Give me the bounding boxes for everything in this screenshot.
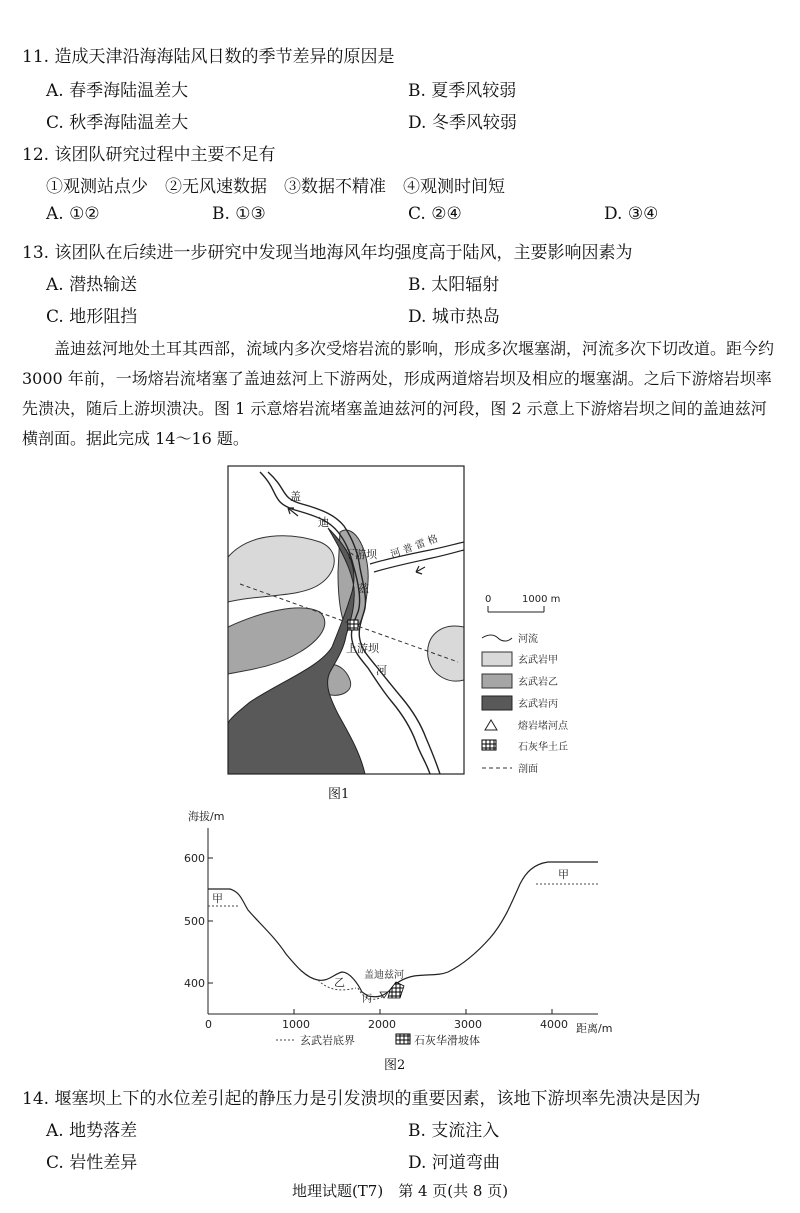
legend-basalt-b: 玄武岩乙 bbox=[518, 677, 558, 688]
x-tick: 2000 bbox=[368, 1018, 396, 1031]
q12-items: ①观测站点少 ②无风速数据 ③数据不精准 ④观测时间短 bbox=[46, 177, 505, 197]
travertine-legend-icon bbox=[482, 740, 496, 750]
label-he: 河 bbox=[376, 664, 387, 677]
river-path bbox=[374, 550, 464, 572]
basalt-c-legend-icon bbox=[482, 696, 512, 710]
legend-river: 河流 bbox=[518, 634, 538, 645]
river-legend-icon bbox=[482, 635, 512, 641]
label-jia-right: 甲 bbox=[558, 868, 569, 881]
map-legend bbox=[482, 632, 569, 775]
label-river: 盖迪兹河 bbox=[364, 970, 404, 981]
label-gai: 盖 bbox=[290, 490, 301, 503]
figure-2-caption: 图2 bbox=[384, 1058, 406, 1073]
q13-stem: 13. 该团队在后续进一步研究中发现当地海风年均强度高于陆风，主要影响因素为 bbox=[22, 243, 633, 263]
q11-option-a: A. 春季海陆温差大 bbox=[46, 81, 189, 101]
passage bbox=[22, 334, 782, 454]
y-tick: 600 bbox=[184, 852, 205, 865]
q14-option-d: D. 河道弯曲 bbox=[408, 1153, 500, 1173]
basalt-b-region bbox=[228, 608, 325, 674]
legend-basalt-c: 玄武岩丙 bbox=[518, 699, 558, 710]
figure-2-profile bbox=[178, 806, 638, 1056]
label-bing: 丙 bbox=[362, 994, 372, 1005]
q13-option-d: D. 城市热岛 bbox=[408, 307, 500, 327]
passage-text: 盖迪兹河地处土耳其西部，流域内多次受熔岩流的影响，形成多次堰塞湖，河流多次下切改道。距今约 3000 年前，一场熔岩流堵塞了盖迪兹河上下游两处，形成两道熔岩坝及相应的堰塞湖。之后下游熔岩坝率先溃决，随后上游坝溃决。图 1 示意熔岩流堵塞盖迪兹河的河段，图 2 示意上下游熔岩坝之间的盖迪兹河横剖面。据此完成 14～16 题。 bbox=[22, 339, 775, 448]
label-tributary: 河 普 雷 格 bbox=[389, 533, 440, 561]
label-jia-left: 甲 bbox=[212, 892, 223, 905]
x-tick: 4000 bbox=[540, 1018, 568, 1031]
legend-travertine-slide: 石灰华滑坡体 bbox=[414, 1034, 480, 1047]
x-tick: 3000 bbox=[454, 1018, 482, 1031]
x-tick: 1000 bbox=[282, 1018, 310, 1031]
label-zi: 兹 bbox=[358, 582, 369, 595]
q13-option-b: B. 太阳辐射 bbox=[408, 275, 500, 295]
triangle-legend-icon bbox=[485, 720, 497, 730]
legend-basalt-a: 玄武岩甲 bbox=[518, 655, 558, 666]
label-downstream-dam: 下游坝 bbox=[344, 548, 377, 561]
legend-travertine: 石灰华土丘 bbox=[518, 742, 568, 753]
q12-stem: 12. 该团队研究过程中主要不足有 bbox=[22, 145, 276, 165]
legend-blockage-point: 熔岩堵河点 bbox=[518, 721, 568, 732]
legend-basalt-boundary: 玄武岩底界 bbox=[300, 1034, 355, 1047]
q14-option-b: B. 支流注入 bbox=[408, 1121, 500, 1141]
flow-arrow-icon bbox=[416, 566, 425, 574]
y-tick: 500 bbox=[184, 915, 205, 928]
y-axis-label: 海拔/m bbox=[188, 810, 225, 823]
travertine-slide-legend-icon bbox=[396, 1034, 410, 1044]
figure-1-caption: 图1 bbox=[328, 787, 350, 802]
q12-option-a: A. ①② bbox=[46, 204, 100, 224]
q11-option-b: B. 夏季风较弱 bbox=[408, 81, 517, 101]
q13-option-a: A. 潜热输送 bbox=[46, 275, 138, 295]
q14-stem: 14. 堰塞坝上下的水位差引起的静压力是引发溃坝的重要因素，该地下游坝率先溃决是因为 bbox=[22, 1089, 701, 1109]
q12-option-d: D. ③④ bbox=[604, 204, 659, 224]
y-tick: 400 bbox=[184, 977, 205, 990]
travertine-mound-icon bbox=[348, 620, 358, 630]
x-tick: 0 bbox=[205, 1018, 212, 1031]
x-axis-label: 距离/m bbox=[576, 1022, 613, 1035]
label-yi: 乙 bbox=[334, 976, 345, 989]
basalt-a-legend-icon bbox=[482, 652, 512, 666]
figure-1-map bbox=[220, 462, 610, 782]
basalt-a-region bbox=[228, 536, 334, 602]
scale-zero: 0 bbox=[485, 594, 492, 605]
legend-profile: 剖面 bbox=[518, 764, 538, 775]
q14-option-a: A. 地势落差 bbox=[46, 1121, 138, 1141]
scale-value: 1000 m bbox=[522, 594, 561, 605]
scale-bar bbox=[485, 594, 560, 612]
label-upstream-dam: 上游坝 bbox=[346, 642, 379, 655]
q13-option-c: C. 地形阻挡 bbox=[46, 307, 138, 327]
q11-option-d: D. 冬季风较弱 bbox=[408, 113, 517, 133]
travertine-slide-body bbox=[388, 982, 404, 998]
q12-option-c: C. ②④ bbox=[408, 204, 462, 224]
q11-option-c: C. 秋季海陆温差大 bbox=[46, 113, 189, 133]
label-di: 迪 bbox=[318, 516, 329, 529]
q14-option-c: C. 岩性差异 bbox=[46, 1153, 138, 1173]
q12-option-b: B. ①③ bbox=[212, 204, 266, 224]
page-footer: 地理试题(T7) 第 4 页(共 8 页) bbox=[291, 1182, 509, 1200]
q11-stem: 11. 造成天津沿海海陆风日数的季节差异的原因是 bbox=[22, 47, 395, 67]
basalt-b-legend-icon bbox=[482, 674, 512, 688]
